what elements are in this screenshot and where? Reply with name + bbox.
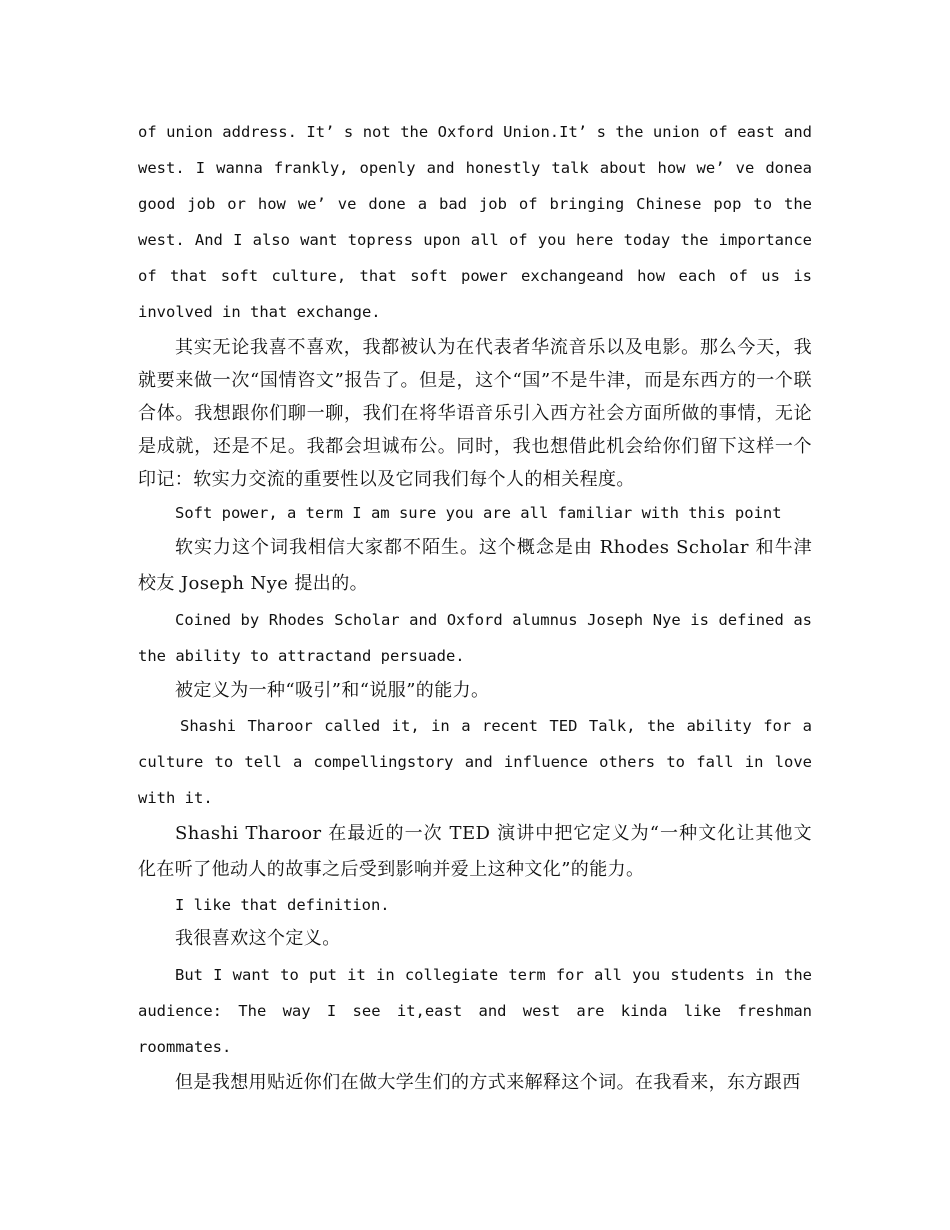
paragraph-en-1: of union address. It’ s not the Oxford Union.It’ s the union of east and west. I wanna frankly, openly and honestly talk about how we’ ve donea good job or how we’ ve done a bad job of bringing Chinese pop to the west. And I also want topress upon all of you here today the importance of that soft culture, that soft power exchangeand how each of us is involved in that exchange. [138, 123, 812, 321]
paragraph-zh-1: 其实无论我喜不喜欢，我都被认为在代表者华流音乐以及电影。那么今天，我就要来做一次“国情咨文”报告了。但是，这个“国”不是牛津，而是东西方的一个联合体。我想跟你们聊一聊，我们在将华语音乐引入西方社会方面所做的事情，无论是成就，还是不足。我都会坦诚布公。同时，我也想借此机会给你们留下这样一个印记：软实力交流的重要性以及它同我们每个人的相关程度。 [138, 337, 812, 490]
paragraph-en-2: Soft power, a term I am sure you are all familiar with this point [175, 504, 782, 522]
paragraph-en-4: Shashi Tharoor called it, in a recent TED Talk, the ability for a culture to tell a compellingstory and influence others to fall in love with it. [138, 717, 812, 807]
paragraph-en-3: Coined by Rhodes Scholar and Oxford alumnus Joseph Nye is defined as the ability to attractand persuade. [138, 611, 812, 665]
document-page [138, 114, 812, 1099]
paragraph-zh-2: 软实力这个词我相信大家都不陌生。这个概念是由 Rhodes Scholar 和牛津校友 Joseph Nye 提出的。 [138, 537, 812, 594]
paragraph-en-5: I like that definition. [175, 896, 390, 914]
paragraph-zh-5: 我很喜欢这个定义。 [175, 928, 341, 949]
paragraph-zh-6: 但是我想用贴近你们在做大学生们的方式来解释这个词。在我看来，东方跟西 [175, 1072, 801, 1093]
paragraph-zh-4: Shashi Tharoor 在最近的一次 TED 演讲中把它定义为“一种文化让其他文化在听了他动人的故事之后受到影响并爱上这种文化”的能力。 [138, 823, 812, 880]
paragraph-zh-3: 被定义为一种“吸引”和“说服”的能力。 [175, 680, 490, 701]
paragraph-en-6: But I want to put it in collegiate term for all you students in the audience: The way I see it,east and west are kinda like freshman roommates. [138, 966, 812, 1056]
